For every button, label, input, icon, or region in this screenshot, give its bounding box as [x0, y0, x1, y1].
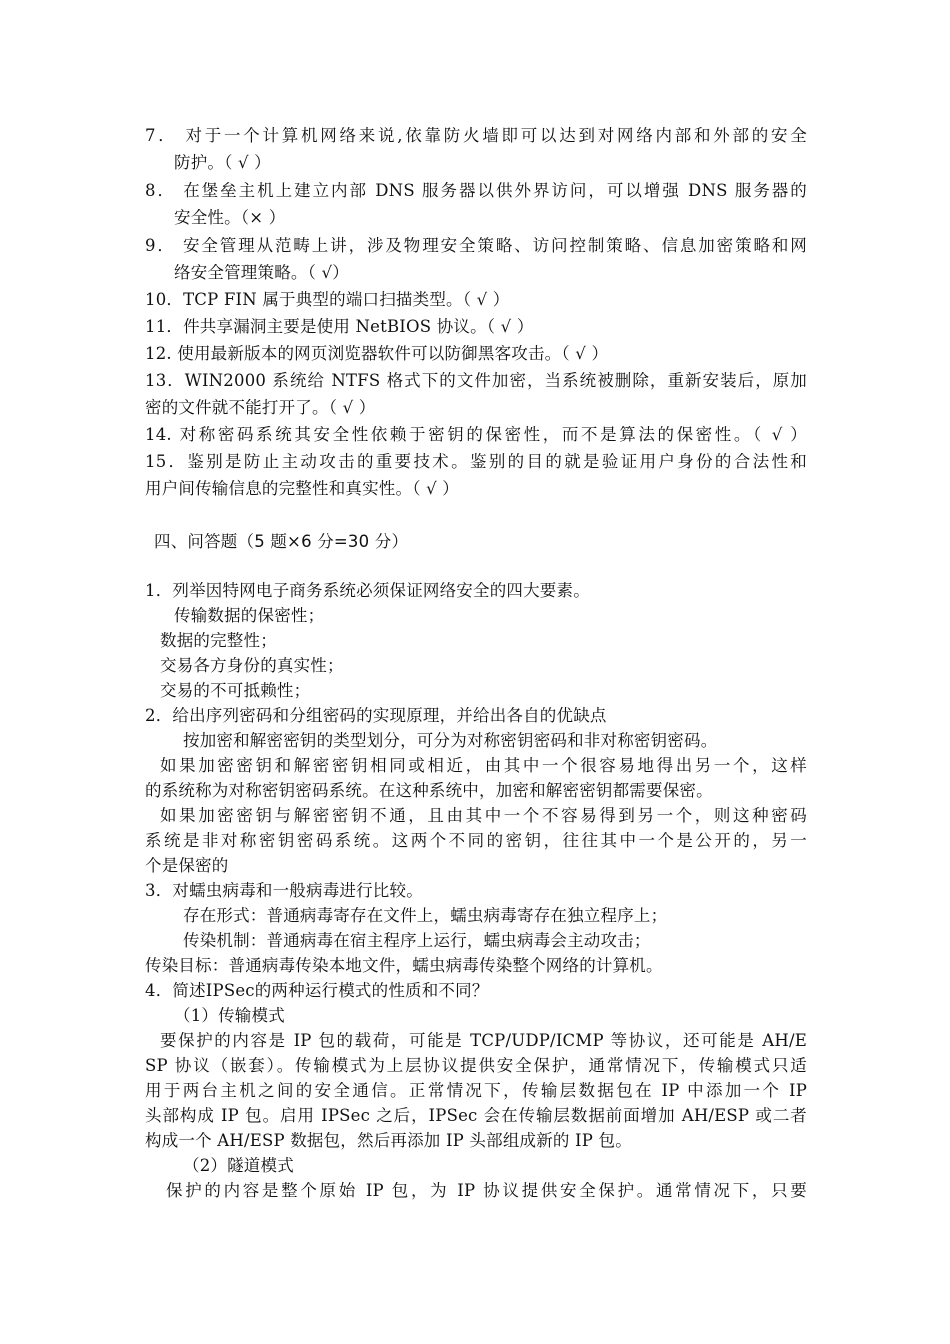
qa4-mode2-line-1: 保护的内容是整个原始 IP 包，为 IP 协议提供安全保护。通常情况下，只要: [166, 1181, 807, 1200]
q8-line2: 安全性。（× ）: [174, 208, 286, 227]
qa2-line-2: 如果加密密钥和解密密钥相同或相近，由其中一个很容易地得出另一个，这样: [160, 756, 807, 775]
qa2-question: 2．给出序列密码和分组密码的实现原理，并给出各自的优缺点: [145, 706, 607, 725]
qa2-line-4: 如果加密密钥与解密密钥不通，且由其中一个不容易得到另一个，则这种密码: [160, 806, 807, 825]
q12: 12. 使用最新版本的网页浏览器软件可以防御黑客攻击。（ √ ）: [145, 344, 609, 363]
q9-line1: 9． 安全管理从范畴上讲，涉及物理安全策略、访问控制策略、信息加密策略和网: [145, 236, 807, 255]
qa1-answer-1: 传输数据的保密性；: [174, 606, 325, 625]
qa4-mode1-line-2: SP 协议（嵌套）。传输模式为上层协议提供安全保护，通常情况下，传输模式只适: [145, 1056, 807, 1075]
q13-line2: 密的文件就不能打开了。（ √ ）: [145, 398, 376, 417]
qa3-line-3: 传染目标：普通病毒传染本地文件，蠕虫病毒传染整个网络的计算机。: [145, 956, 663, 975]
qa1-answer-2: 数据的完整性；: [160, 631, 277, 650]
q14: 14. 对称密码系统其安全性依赖于密钥的保密性，而不是算法的保密性。（ √ ）: [145, 425, 807, 444]
q10: 10．TCP FIN 属于典型的端口扫描类型。（ √ ）: [145, 290, 510, 309]
qa4-mode1-line-5: 构成一个 AH/ESP 数据包，然后再添加 IP 头部组成新的 IP 包。: [145, 1131, 632, 1150]
qa1-answer-3: 交易各方身份的真实性；: [160, 656, 344, 675]
qa3-line-2: 传染机制：普通病毒在宿主程序上运行，蠕虫病毒会主动攻击；: [183, 931, 651, 950]
qa4-mode1-line-1: 要保护的内容是 IP 包的载荷，可能是 TCP/UDP/ICMP 等协议，还可能是 AH/E: [160, 1031, 807, 1050]
qa4-mode1-line-3: 用于两台主机之间的安全通信。正常情况下，传输层数据包在 IP 中添加一个 IP: [145, 1081, 807, 1100]
qa2-line-6: 个是保密的: [145, 856, 229, 875]
q15-line1: 15．鉴别是防止主动攻击的重要技术。鉴别的目的就是验证用户身份的合法性和: [145, 452, 807, 471]
q9-line2: 络安全管理策略。（ √）: [174, 263, 349, 282]
qa2-line-3: 的系统称为对称密钥密码系统。在这种系统中，加密和解密密钥都需要保密。: [145, 781, 713, 800]
qa1-answer-4: 交易的不可抵赖性；: [160, 681, 311, 700]
qa3-line-1: 存在形式：普通病毒寄存在文件上，蠕虫病毒寄存在独立程序上；: [183, 906, 668, 925]
qa1-question: 1．列举因特网电子商务系统必须保证网络安全的四大要素。: [145, 581, 590, 600]
q7-line2: 防护。（ √ ）: [174, 153, 271, 172]
q7-line1: 7． 对于一个计算机网络来说,依靠防火墙即可以达到对网络内部和外部的安全: [145, 126, 807, 145]
qa4-mode1-line-4: 头部构成 IP 包。启用 IPSec 之后，IPSec 会在传输层数据前面增加 AH/ESP 或二者: [145, 1106, 807, 1125]
qa2-line-1: 按加密和解密密钥的类型划分，可分为对称密钥密码和非对称密钥密码。: [183, 731, 718, 750]
section-heading: 四、问答题（5 题×6 分=30 分）: [154, 532, 409, 551]
qa4-mode1-title: （1）传输模式: [174, 1006, 285, 1025]
qa2-line-5: 系统是非对称密钥密码系统。这两个不同的密钥，往往其中一个是公开的，另一: [145, 831, 807, 850]
qa4-mode2-title: （2）隧道模式: [183, 1156, 294, 1175]
q15-line2: 用户间传输信息的完整性和真实性。（ √ ）: [145, 479, 459, 498]
q8-line1: 8． 在堡垒主机上建立内部 DNS 服务器以供外界访问，可以增强 DNS 服务器的: [145, 181, 807, 200]
q13-line1: 13．WIN2000 系统给 NTFS 格式下的文件加密，当系统被删除，重新安装后，原加: [145, 371, 807, 390]
qa4-question: 4．简述IPSec的两种运行模式的性质和不同？: [145, 981, 489, 1000]
q11: 11．件共享漏洞主要是使用 NetBIOS 协议。（ √ ）: [145, 317, 534, 336]
qa3-question: 3．对蠕虫病毒和一般病毒进行比较。: [145, 881, 423, 900]
